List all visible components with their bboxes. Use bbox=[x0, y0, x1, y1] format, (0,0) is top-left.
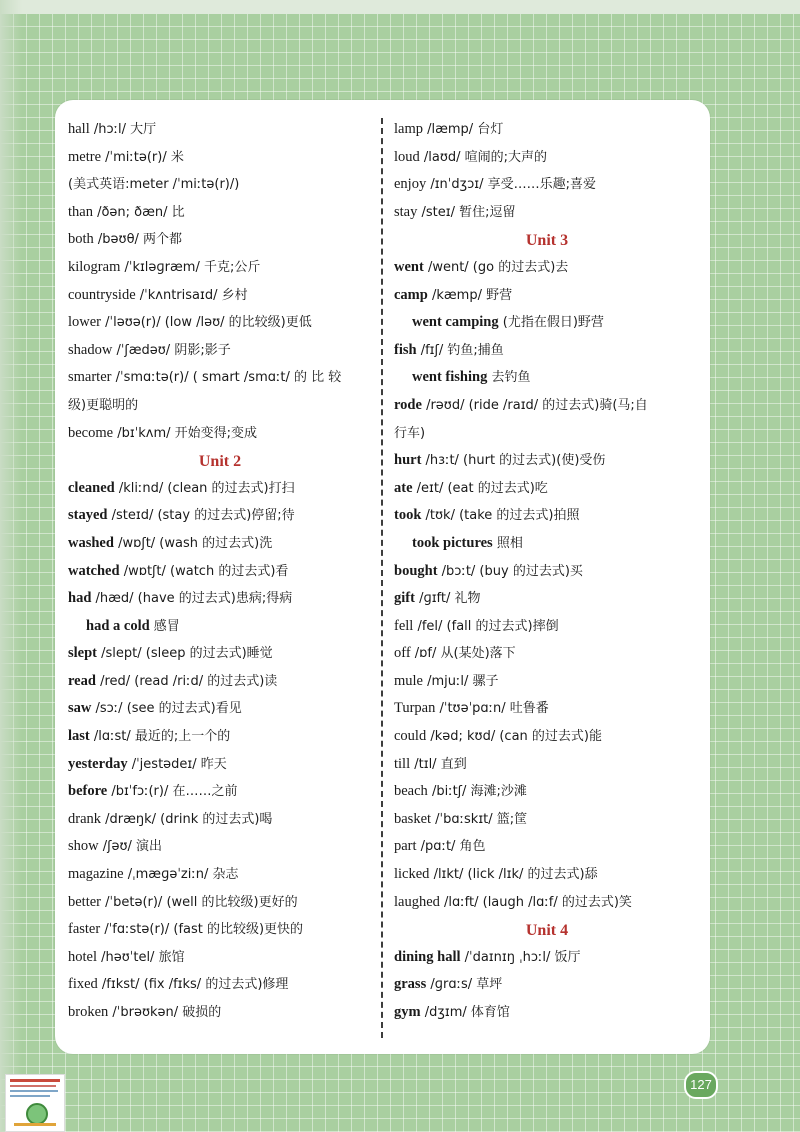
vocab-entry bbox=[394, 999, 700, 1027]
vocab-word: had bbox=[68, 590, 92, 607]
vocab-definition: /ˈkʌntrisaɪd/ 乡村 bbox=[135, 287, 248, 303]
vocab-word: watched bbox=[68, 562, 120, 579]
vocab-entry bbox=[68, 171, 372, 199]
vocab-definition: /mjuːl/ 骡子 bbox=[423, 673, 499, 689]
unit-heading bbox=[394, 916, 700, 944]
vocab-definition: /tɪl/ 直到 bbox=[410, 756, 467, 772]
vocab-word: part bbox=[394, 838, 417, 855]
vocab-definition: /sɔː/ (see 的过去式)看见 bbox=[91, 701, 242, 717]
vocab-word: lamp bbox=[394, 121, 423, 137]
vocab-entry bbox=[68, 695, 372, 723]
vocab-word: faster bbox=[68, 921, 101, 938]
vocab-definition: /fel/ (fall 的过去式)摔倒 bbox=[413, 618, 559, 634]
vocab-definition: /hɜːt/ (hurt 的过去式)(使)受伤 bbox=[421, 453, 606, 469]
vocab-entry bbox=[394, 861, 700, 889]
vocab-word: went fishing bbox=[412, 369, 488, 386]
vocab-word: saw bbox=[68, 700, 92, 717]
vocab-definition: /bɪˈfɔː(r)/ 在……之前 bbox=[107, 784, 238, 800]
vocab-definition: 去钓鱼 bbox=[487, 370, 531, 386]
vocab-definition: /ɡrɑːs/ 草坪 bbox=[426, 977, 503, 993]
vocab-word: become bbox=[68, 424, 114, 441]
vocabulary-column-left bbox=[68, 116, 372, 1027]
vocab-definition: /hɔːl/ 大厅 bbox=[89, 122, 157, 137]
vocab-definition: 行车) bbox=[394, 425, 426, 441]
unit-title: Unit 2 bbox=[198, 453, 242, 471]
vocab-definition: /tʊk/ (take 的过去式)拍照 bbox=[421, 508, 580, 524]
vocab-entry bbox=[68, 116, 372, 144]
vocab-definition: (美式英语:meter /ˈmiːtə(r)/) bbox=[68, 177, 240, 193]
vocab-definition: /dræŋk/ (drink 的过去式)喝 bbox=[101, 811, 273, 827]
vocab-entry bbox=[394, 420, 700, 448]
vocab-entry bbox=[68, 944, 372, 972]
vocab-word: took pictures bbox=[412, 534, 493, 551]
page-top-strip bbox=[0, 0, 800, 14]
vocab-entry bbox=[68, 806, 372, 834]
vocab-definition: /kliːnd/ (clean 的过去式)打扫 bbox=[114, 480, 295, 496]
vocab-entry bbox=[394, 778, 700, 806]
vocab-entry bbox=[68, 254, 372, 282]
vocab-entry bbox=[68, 723, 372, 751]
vocab-definition: /dʒɪm/ 体育馆 bbox=[420, 1005, 510, 1020]
vocab-entry bbox=[394, 502, 700, 530]
vocab-word: lower bbox=[68, 314, 102, 331]
vocab-word: fish bbox=[394, 341, 417, 358]
vocab-word: Turpan bbox=[394, 700, 436, 717]
vocab-definition: (尤指在假日)野营 bbox=[498, 315, 604, 331]
vocab-definition: /ɡɪft/ 礼物 bbox=[414, 591, 481, 607]
vocab-entry bbox=[68, 502, 372, 530]
vocab-word: dining hall bbox=[394, 948, 461, 965]
vocab-entry bbox=[68, 833, 372, 861]
vocab-word: metre bbox=[68, 148, 102, 165]
vocab-word: rode bbox=[394, 396, 422, 413]
vocab-word: beach bbox=[394, 783, 428, 800]
vocab-word: than bbox=[68, 203, 93, 220]
vocab-entry bbox=[394, 171, 700, 199]
vocab-definition: /eɪt/ (eat 的过去式)吃 bbox=[412, 480, 548, 496]
vocab-entry bbox=[68, 282, 372, 310]
vocab-entry bbox=[68, 778, 372, 806]
vocab-definition: /hæd/ (have 的过去式)患病;得病 bbox=[91, 591, 293, 607]
vocab-phrase bbox=[394, 309, 700, 337]
vocab-entry bbox=[394, 944, 700, 972]
vocab-definition: /wɒtʃt/ (watch 的过去式)看 bbox=[119, 563, 289, 579]
vocab-entry bbox=[394, 723, 700, 751]
vocab-word: drank bbox=[68, 810, 102, 827]
vocab-definition: /ˈbrəʊkən/ 破损的 bbox=[108, 1005, 222, 1020]
vocab-word: went bbox=[394, 258, 424, 275]
vocab-definition: /lɑːft/ (laugh /lɑːf/ 的过去式)笑 bbox=[439, 894, 632, 910]
vocab-word: off bbox=[394, 645, 411, 662]
vocab-definition: /wɒʃt/ (wash 的过去式)洗 bbox=[113, 535, 273, 551]
vocab-entry bbox=[68, 558, 372, 586]
vocab-definition: /ʃəʊ/ 演出 bbox=[98, 839, 163, 855]
page-edge-shadow bbox=[0, 0, 22, 1132]
vocab-word: shadow bbox=[68, 341, 113, 358]
vocab-word: went camping bbox=[412, 314, 499, 331]
vocab-entry bbox=[68, 309, 372, 337]
vocab-definition: /bɪˈkʌm/ 开始变得;变成 bbox=[113, 425, 258, 441]
vocab-word: took bbox=[394, 507, 422, 524]
vocab-definition: /steɪd/ (stay 的过去式)停留;待 bbox=[107, 508, 295, 524]
vocab-entry bbox=[394, 337, 700, 365]
vocab-word: gift bbox=[394, 590, 415, 607]
vocab-word: hotel bbox=[68, 948, 97, 965]
vocab-entry bbox=[394, 475, 700, 503]
vocab-entry bbox=[68, 999, 372, 1027]
vocab-definition: /ˈʃædəʊ/ 阴影;影子 bbox=[112, 342, 231, 358]
vocab-definition: /ˈfɑːstə(r)/ (fast 的比较级)更快的 bbox=[100, 922, 304, 938]
vocab-word: fixed bbox=[68, 976, 98, 993]
vocab-definition: /həʊˈtel/ 旅馆 bbox=[97, 949, 185, 965]
vocab-word: mule bbox=[394, 672, 423, 689]
vocab-entry bbox=[394, 889, 700, 917]
vocab-entry bbox=[394, 558, 700, 586]
vocab-word: before bbox=[68, 783, 108, 800]
vocab-word: smarter bbox=[68, 369, 112, 386]
vocab-entry bbox=[394, 833, 700, 861]
vocab-phrase bbox=[394, 530, 700, 558]
vocab-entry bbox=[68, 971, 372, 999]
vocab-word: hurt bbox=[394, 452, 422, 469]
mascot-icon bbox=[26, 1103, 48, 1125]
vocab-word: both bbox=[68, 231, 94, 248]
vocab-word: enjoy bbox=[394, 176, 427, 193]
vocab-entry bbox=[394, 254, 700, 282]
vocab-definition: /fɪkst/ (fix /fɪks/ 的过去式)修理 bbox=[97, 977, 289, 993]
vocab-entry bbox=[68, 337, 372, 365]
vocab-word: yesterday bbox=[68, 755, 128, 772]
vocab-entry bbox=[394, 668, 700, 696]
vocab-entry bbox=[68, 475, 372, 503]
vocab-definition: /bɔːt/ (buy 的过去式)买 bbox=[437, 563, 583, 579]
vocab-definition: 照相 bbox=[492, 535, 523, 551]
vocabulary-column-right bbox=[394, 116, 700, 1027]
unit-title: Unit 3 bbox=[525, 232, 569, 250]
vocab-word: fell bbox=[394, 617, 414, 634]
vocab-definition: /læmp/ 台灯 bbox=[423, 122, 504, 137]
vocab-phrase bbox=[394, 364, 700, 392]
vocab-definition: /went/ (go 的过去式)去 bbox=[423, 259, 569, 275]
vocab-definition: /rəʊd/ (ride /raɪd/ 的过去式)骑(马;自 bbox=[421, 397, 648, 413]
vocab-word: laughed bbox=[394, 893, 440, 910]
vocab-definition: /slept/ (sleep 的过去式)睡觉 bbox=[97, 646, 273, 662]
vocab-definition: /red/ (read /riːd/ 的过去式)读 bbox=[95, 673, 278, 689]
vocab-entry bbox=[68, 420, 372, 448]
vocab-definition: /ɪnˈdʒɔɪ/ 享受……乐趣;喜爱 bbox=[426, 177, 596, 193]
vocab-word: could bbox=[394, 728, 427, 745]
vocab-entry bbox=[68, 530, 372, 558]
vocab-word: read bbox=[68, 672, 96, 689]
vocab-definition: /lɪkt/ (lick /lɪk/ 的过去式)舔 bbox=[429, 867, 598, 883]
vocab-word: gym bbox=[394, 1004, 421, 1020]
vocab-word: last bbox=[68, 728, 90, 745]
unit-heading bbox=[394, 226, 700, 254]
vocab-word: stayed bbox=[68, 507, 108, 524]
vocab-definition: /steɪ/ 暂住;逗留 bbox=[417, 204, 516, 220]
vocab-word: loud bbox=[394, 148, 420, 165]
vocab-word: magazine bbox=[68, 866, 124, 883]
vocab-definition: /ðən; ðæn/ 比 bbox=[92, 204, 185, 220]
vocab-word: better bbox=[68, 893, 102, 910]
vocab-entry bbox=[394, 640, 700, 668]
vocab-word: cleaned bbox=[68, 479, 115, 496]
vocab-word: ate bbox=[394, 479, 413, 496]
vocab-definition: /ˈsmɑːtə(r)/ ( smart /smɑːt/ 的 比 较 bbox=[111, 370, 342, 386]
vocab-definition: /ˈdaɪnɪŋ ˌhɔːl/ 饭厅 bbox=[460, 949, 581, 965]
vocab-word: stay bbox=[394, 203, 418, 220]
vocab-word: camp bbox=[394, 286, 428, 303]
vocab-entry bbox=[394, 613, 700, 641]
vocab-word: slept bbox=[68, 645, 97, 662]
vocab-entry bbox=[394, 806, 700, 834]
vocab-entry bbox=[394, 282, 700, 310]
vocab-definition: /bəʊθ/ 两个都 bbox=[93, 232, 183, 248]
vocab-word: had a cold bbox=[86, 617, 150, 634]
publisher-stamp bbox=[5, 1074, 65, 1132]
vocab-entry bbox=[68, 392, 372, 420]
vocab-word: washed bbox=[68, 534, 114, 551]
vocab-entry bbox=[68, 916, 372, 944]
vocab-word: grass bbox=[394, 976, 427, 993]
vocab-definition: /ˈləʊə(r)/ (low /ləʊ/ 的比较级)更低 bbox=[101, 315, 312, 331]
vocab-definition: /laʊd/ 喧闹的;大声的 bbox=[419, 149, 548, 165]
column-divider bbox=[381, 118, 383, 1038]
unit-heading bbox=[68, 447, 372, 475]
vocab-entry bbox=[394, 695, 700, 723]
vocab-definition: /ˈbɑːskɪt/ 篮;筐 bbox=[431, 811, 528, 827]
vocab-entry bbox=[394, 116, 700, 144]
vocab-entry bbox=[394, 585, 700, 613]
vocab-word: kilogram bbox=[68, 258, 121, 275]
vocab-word: basket bbox=[394, 810, 432, 827]
vocab-definition: /kəd; kʊd/ (can 的过去式)能 bbox=[426, 729, 602, 745]
vocab-entry bbox=[68, 226, 372, 254]
vocab-definition: /ˈkɪləɡræm/ 千克;公斤 bbox=[120, 259, 261, 275]
vocab-definition: /ˌmæɡəˈziːn/ 杂志 bbox=[123, 867, 239, 883]
vocab-definition: /ˈjestədeɪ/ 昨天 bbox=[127, 756, 227, 772]
vocab-definition: 感冒 bbox=[149, 618, 180, 634]
vocab-entry bbox=[394, 199, 700, 227]
vocab-entry bbox=[68, 640, 372, 668]
vocab-definition: /biːtʃ/ 海滩;沙滩 bbox=[427, 784, 527, 800]
vocab-entry bbox=[68, 668, 372, 696]
vocab-word: show bbox=[68, 838, 99, 855]
vocab-definition: /ˈtʊəˈpɑːn/ 吐鲁番 bbox=[435, 701, 549, 717]
vocab-entry bbox=[68, 364, 372, 392]
vocab-definition: /ˈmiːtə(r)/ 米 bbox=[101, 149, 184, 165]
vocab-word: licked bbox=[394, 866, 430, 883]
vocab-word: bought bbox=[394, 562, 438, 579]
unit-title: Unit 4 bbox=[525, 922, 569, 940]
vocab-word: hall bbox=[68, 121, 90, 137]
vocab-definition: /ɒf/ 从(某处)落下 bbox=[410, 646, 516, 662]
vocab-entry bbox=[68, 751, 372, 779]
vocab-word: countryside bbox=[68, 286, 136, 303]
vocab-entry bbox=[394, 144, 700, 172]
vocab-entry bbox=[394, 392, 700, 420]
vocab-definition: /pɑːt/ 角色 bbox=[416, 839, 486, 855]
vocab-entry bbox=[394, 751, 700, 779]
vocab-entry bbox=[68, 585, 372, 613]
vocab-entry bbox=[394, 447, 700, 475]
vocab-definition: 级)更聪明的 bbox=[68, 397, 139, 413]
vocab-definition: /kæmp/ 野营 bbox=[427, 287, 513, 303]
vocab-entry bbox=[68, 199, 372, 227]
vocab-definition: /lɑːst/ 最近的;上一个的 bbox=[89, 729, 231, 745]
vocab-definition: /fɪʃ/ 钓鱼;捕鱼 bbox=[416, 342, 504, 358]
vocab-entry bbox=[394, 971, 700, 999]
vocab-entry bbox=[68, 889, 372, 917]
vocab-word: till bbox=[394, 755, 411, 772]
vocab-entry bbox=[68, 144, 372, 172]
page-number-badge: 127 bbox=[684, 1071, 718, 1099]
vocab-entry bbox=[68, 861, 372, 889]
vocab-definition: /ˈbetə(r)/ (well 的比较级)更好的 bbox=[101, 894, 298, 910]
vocab-phrase bbox=[68, 613, 372, 641]
vocab-word: broken bbox=[68, 1004, 109, 1020]
